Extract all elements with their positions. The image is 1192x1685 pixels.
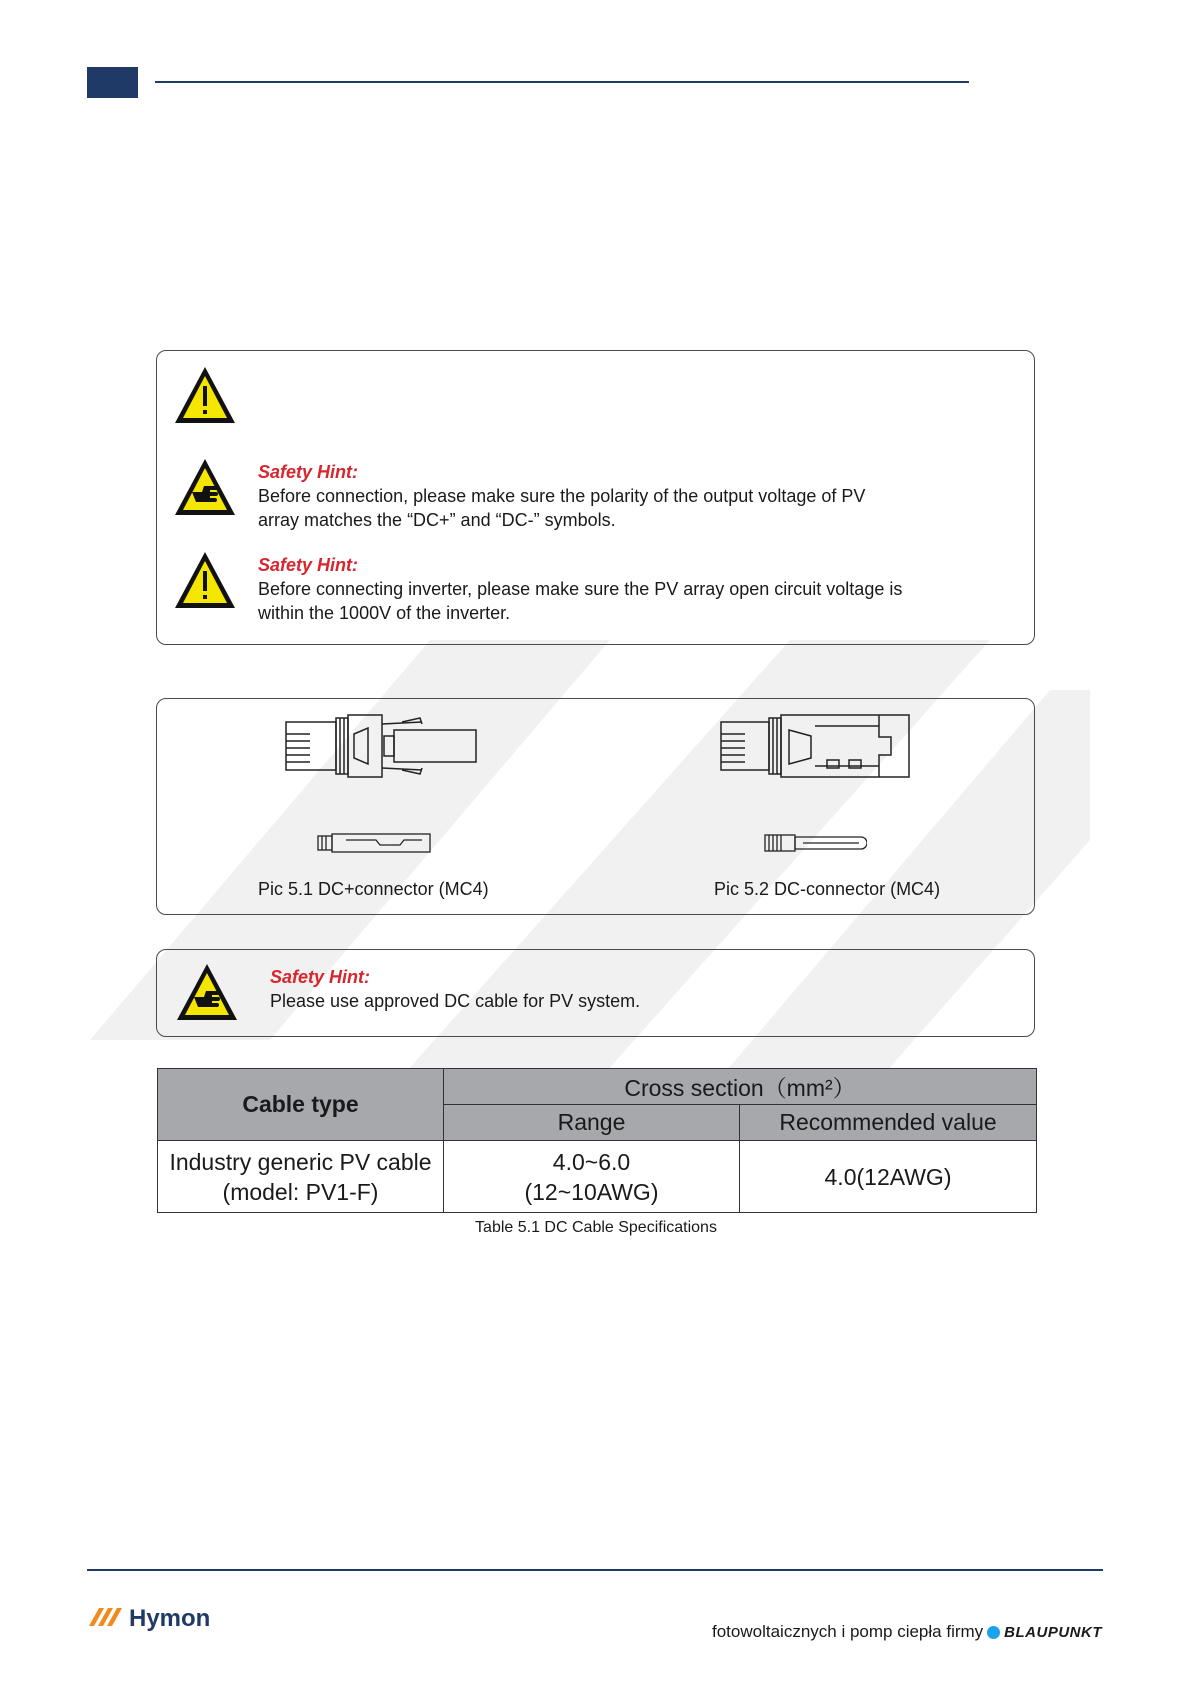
safety-hint-title: Safety Hint:	[258, 462, 359, 482]
dc-minus-caption: Pic 5.2 DC-connector (MC4)	[714, 879, 941, 899]
cell-line: (12~10AWG)	[524, 1178, 659, 1205]
cell-recommended: 4.0(12AWG)	[740, 1141, 1037, 1213]
hint-line: within the 1000V of the inverter.	[258, 603, 511, 623]
connector-pictures-box	[156, 698, 1035, 915]
header-block	[87, 67, 138, 98]
footer-text	[712, 1622, 1102, 1642]
hint-line: Before connecting inverter, please make sure the PV array open circuit voltage is	[258, 579, 903, 599]
hymon-logo-text: Hymon	[129, 1605, 211, 1632]
header-rule	[155, 81, 969, 83]
dc-plus-caption: Pic 5.1 DC+connector (MC4)	[258, 879, 489, 899]
cable-hint-box	[156, 949, 1035, 1037]
dc-plus-connector-drawing	[284, 710, 480, 780]
dc-minus-connector-drawing	[719, 710, 915, 780]
safety-hint-title: Safety Hint:	[258, 555, 359, 575]
dc-plus-pin-drawing	[316, 831, 432, 855]
cell-line: 4.0~6.0	[552, 1148, 631, 1175]
hint-line: array matches the “DC+” and “DC-” symbols.	[258, 510, 616, 530]
safety-hint-text: Please use approved DC cable for PV system.	[270, 991, 641, 1011]
safety-hint-title: Safety Hint:	[270, 967, 371, 987]
footer-caption: fotowoltaicznych i pomp ciepła firmy	[712, 1622, 984, 1641]
header-range: Range	[444, 1105, 740, 1141]
pointing-hand-icon	[172, 456, 238, 518]
safety-hint-text	[258, 484, 865, 532]
safety-warnings-box	[156, 350, 1035, 645]
table-row	[158, 1141, 1037, 1213]
header-cable-type: Cable type	[158, 1069, 444, 1141]
footer-rule	[87, 1569, 1103, 1571]
dc-minus-pin-drawing	[763, 831, 867, 855]
header-recommended: Recommended value	[740, 1105, 1037, 1141]
safety-hint-text	[258, 577, 902, 625]
pointing-hand-icon	[174, 961, 240, 1023]
warning-exclamation-icon	[172, 549, 238, 611]
cell-cable-type	[158, 1141, 444, 1213]
warning-exclamation-icon	[172, 364, 238, 426]
dc-cable-spec-table	[157, 1068, 1037, 1213]
cell-range	[444, 1141, 740, 1213]
hymon-logo	[87, 1602, 227, 1632]
table-caption: Table 5.1 DC Cable Specifications	[475, 1219, 717, 1236]
hint-line: Before connection, please make sure the polarity of the output voltage of PV	[258, 486, 866, 506]
blaupunkt-logo: BLAUPUNKT	[1004, 1623, 1102, 1641]
cell-line: (model: PV1-F)	[222, 1178, 379, 1205]
blaupunkt-dot-icon	[987, 1626, 1000, 1639]
header-cross-section: Cross section（mm²）	[444, 1069, 1037, 1105]
cell-line: Industry generic PV cable	[169, 1148, 432, 1175]
